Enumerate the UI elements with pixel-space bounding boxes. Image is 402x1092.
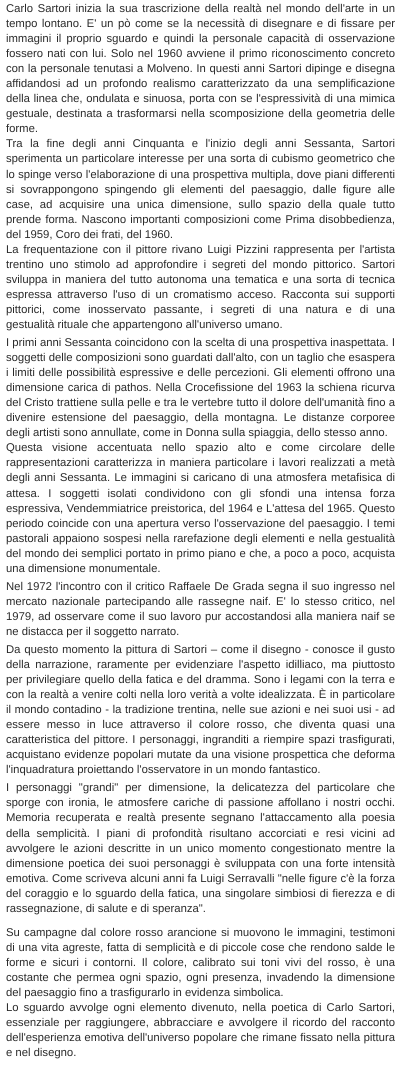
paragraph-red-fields: Su campagne dal colore rosso arancione si muovono le immagini, testimoni di una vita agreste, fatta di semplicità e di piccole cose che rendono salde le forme e sicuri i contorni. Il colore, calibrato sui toni vivi del rosso, è una costante che permea ogni spazio, ogni presenza, invadendo la dimensione del paesaggio fino a trasfigurarlo in evidenza simbolica. <box>6 926 395 999</box>
paragraph-cubism: Tra la fine degli anni Cinquanta e l'inizio degli anni Sessanta, Sartori sperimenta un particolare interesse per una sorta di cubismo geometrico che lo spinge verso l'elaborazione di una prospettiva multipla, dove piani differenti si sovrappongono spingendo gli elementi del paesaggio, dalle figure alle case, ad acquisire una unica dimensione, sullo spazio della quale tutto prende forma. Nascono importanti composizioni come Prima disobbedienza, del 1959, Coro dei frati, del 1960. <box>6 138 395 241</box>
paragraph-pizzini: La frequentazione con il pittore rivano Luigi Pizzini rappresenta per l'artista trentino uno stimolo ad approfondire i segreti del mondo pittorico. Sartori sviluppa in maniera del tutto autonoma una tematica e una sorta di tecnica espressa attraverso l'uso di un cromatismo acceso. Racconta sui supporti pittorici, come inosservato passante, i segreti di una natura e di una gestualità rituale che appartengono all'universo umano. <box>6 243 395 331</box>
paragraph-de-grada: Nel 1972 l'incontro con il critico Raffaele De Grada segna il suo ingresso nel mercato nazionale partecipando alle rassegne naif. E' lo stesso critico, nel 1979, ad osservare come il suo lavoro pur accostandosi alla maniera naif se ne distacca per il soggetto narrato. <box>6 580 395 638</box>
paragraph-characters: I personaggi "grandi" per dimensione, la delicatezza del particolare che sporge con ironia, le atmosfere cariche di passione affollano i nostri occhi. Memoria recuperata e realtà presente segnano l'attaccamento alla poesia della semplicità. I piani di profondità risultano accorciati e resi vicini ad avvolgere le azioni descritte in un unico momento congestionato mentre la dimensione poetica dei suoi personaggi è sviluppata con una forte intensità emotiva. Come scriveva alcuni anni fa Luigi Serravalli "nelle figure c'è la forza del coraggio e lo sguardo della fatica, una singolare simbiosi di fierezza e di rassegnazione, di salute e di speranza". <box>6 782 395 915</box>
paragraph-conclusion: Lo sguardo avvolge ogni elemento divenuto, nella poetica di Carlo Sartori, essenziale per raggiungere, abbracciare e avvolgere il ricordo del racconto dell'esperienza emotiva dell'universo popolare che rimane fissato nella pittura e nel disegno. <box>6 1002 395 1060</box>
paragraph-sixties: I primi anni Sessanta coincidono con la scelta di una prospettiva inaspettata. I soggetti delle composizioni sono guardati dall'alto, con un taglio che esaspera i limiti delle possibilità espressive e delle percezioni. Gli elementi offrono una dimensione carica di pathos. Nella Crocefissione del 1963 la schiena ricurva del Cristo trattiene sulla pelle e tra le vertebre tutto il dolore dell'umanità fino a divenire estensione del paesaggio, della montagna. Le distanze corporee degli artisti sono annullate, come in Donna sulla spiaggia, dello stesso anno. <box>6 337 396 440</box>
paragraph-narration: Da questo momento la pittura di Sartori – come il disegno - conosce il gusto della narrazione, raramente per evidenziare l'aspetto idilliaco, ma piuttosto per privilegiare quello della fatica e del dramma. Sono i legami con la terra e con la realtà a venire colti nella loro verità a volte idealizzata. È in particolare il mondo contadino - la tradizione trentina, nelle sue azioni e nei suoi usi - ad essere messo in luce attraverso il colore rosso, che diventa quasi una caratteristica del pittore. I personaggi, ingranditi a riempire spazi trasfigurati, acquistano evidenze popolari mutate da una visione prospettica che deforma l'inquadratura proiettando l'osservatore in un mondo fantastico. <box>6 643 395 777</box>
paragraph-metaphysics: Questa visione accentuata nello spazio alto e come circolare delle rappresentazioni caratterizza in maniera particolare i lavori realizzati a metà degli anni Sessanta. Le immagini si caricano di una atmosfera metafisica di attesa. I soggetti isolati condividono con gli sfondi una intensa forza espressiva, Vendemmiatrice preistorica, del 1964 e L'attesa del 1965. Questo periodo coincide con una apertura verso l'osservazione del paesaggio. I temi pastorali appaiono sospesi nella rarefazione degli elementi e nella gestualità del mondo dei semplici portato in primo piano e che, a poco a poco, acquista una dimensione monumentale. <box>6 442 395 575</box>
paragraph-intro: Carlo Sartori inizia la sua trascrizione della realtà nel mondo dell'arte in un tempo lontano. E' un pò come se la necessità di disegnare e di fissare per immagini il proprio sguardo e quindi la personale capacità di osservazione fossero nati con lui. Solo nel 1960 avviene il primo riconoscimento concreto con la personale tenutasi a Molveno. In questi anni Sartori dipinge e disegna affidandosi ad un profondo realismo caratterizzato da una semplificazione della linea che, ondulata e sinuosa, porta con se l'espressività di una mimica gestuale, destinata a trasformarsi nella scomposizione della geometria delle forme. <box>6 3 395 136</box>
